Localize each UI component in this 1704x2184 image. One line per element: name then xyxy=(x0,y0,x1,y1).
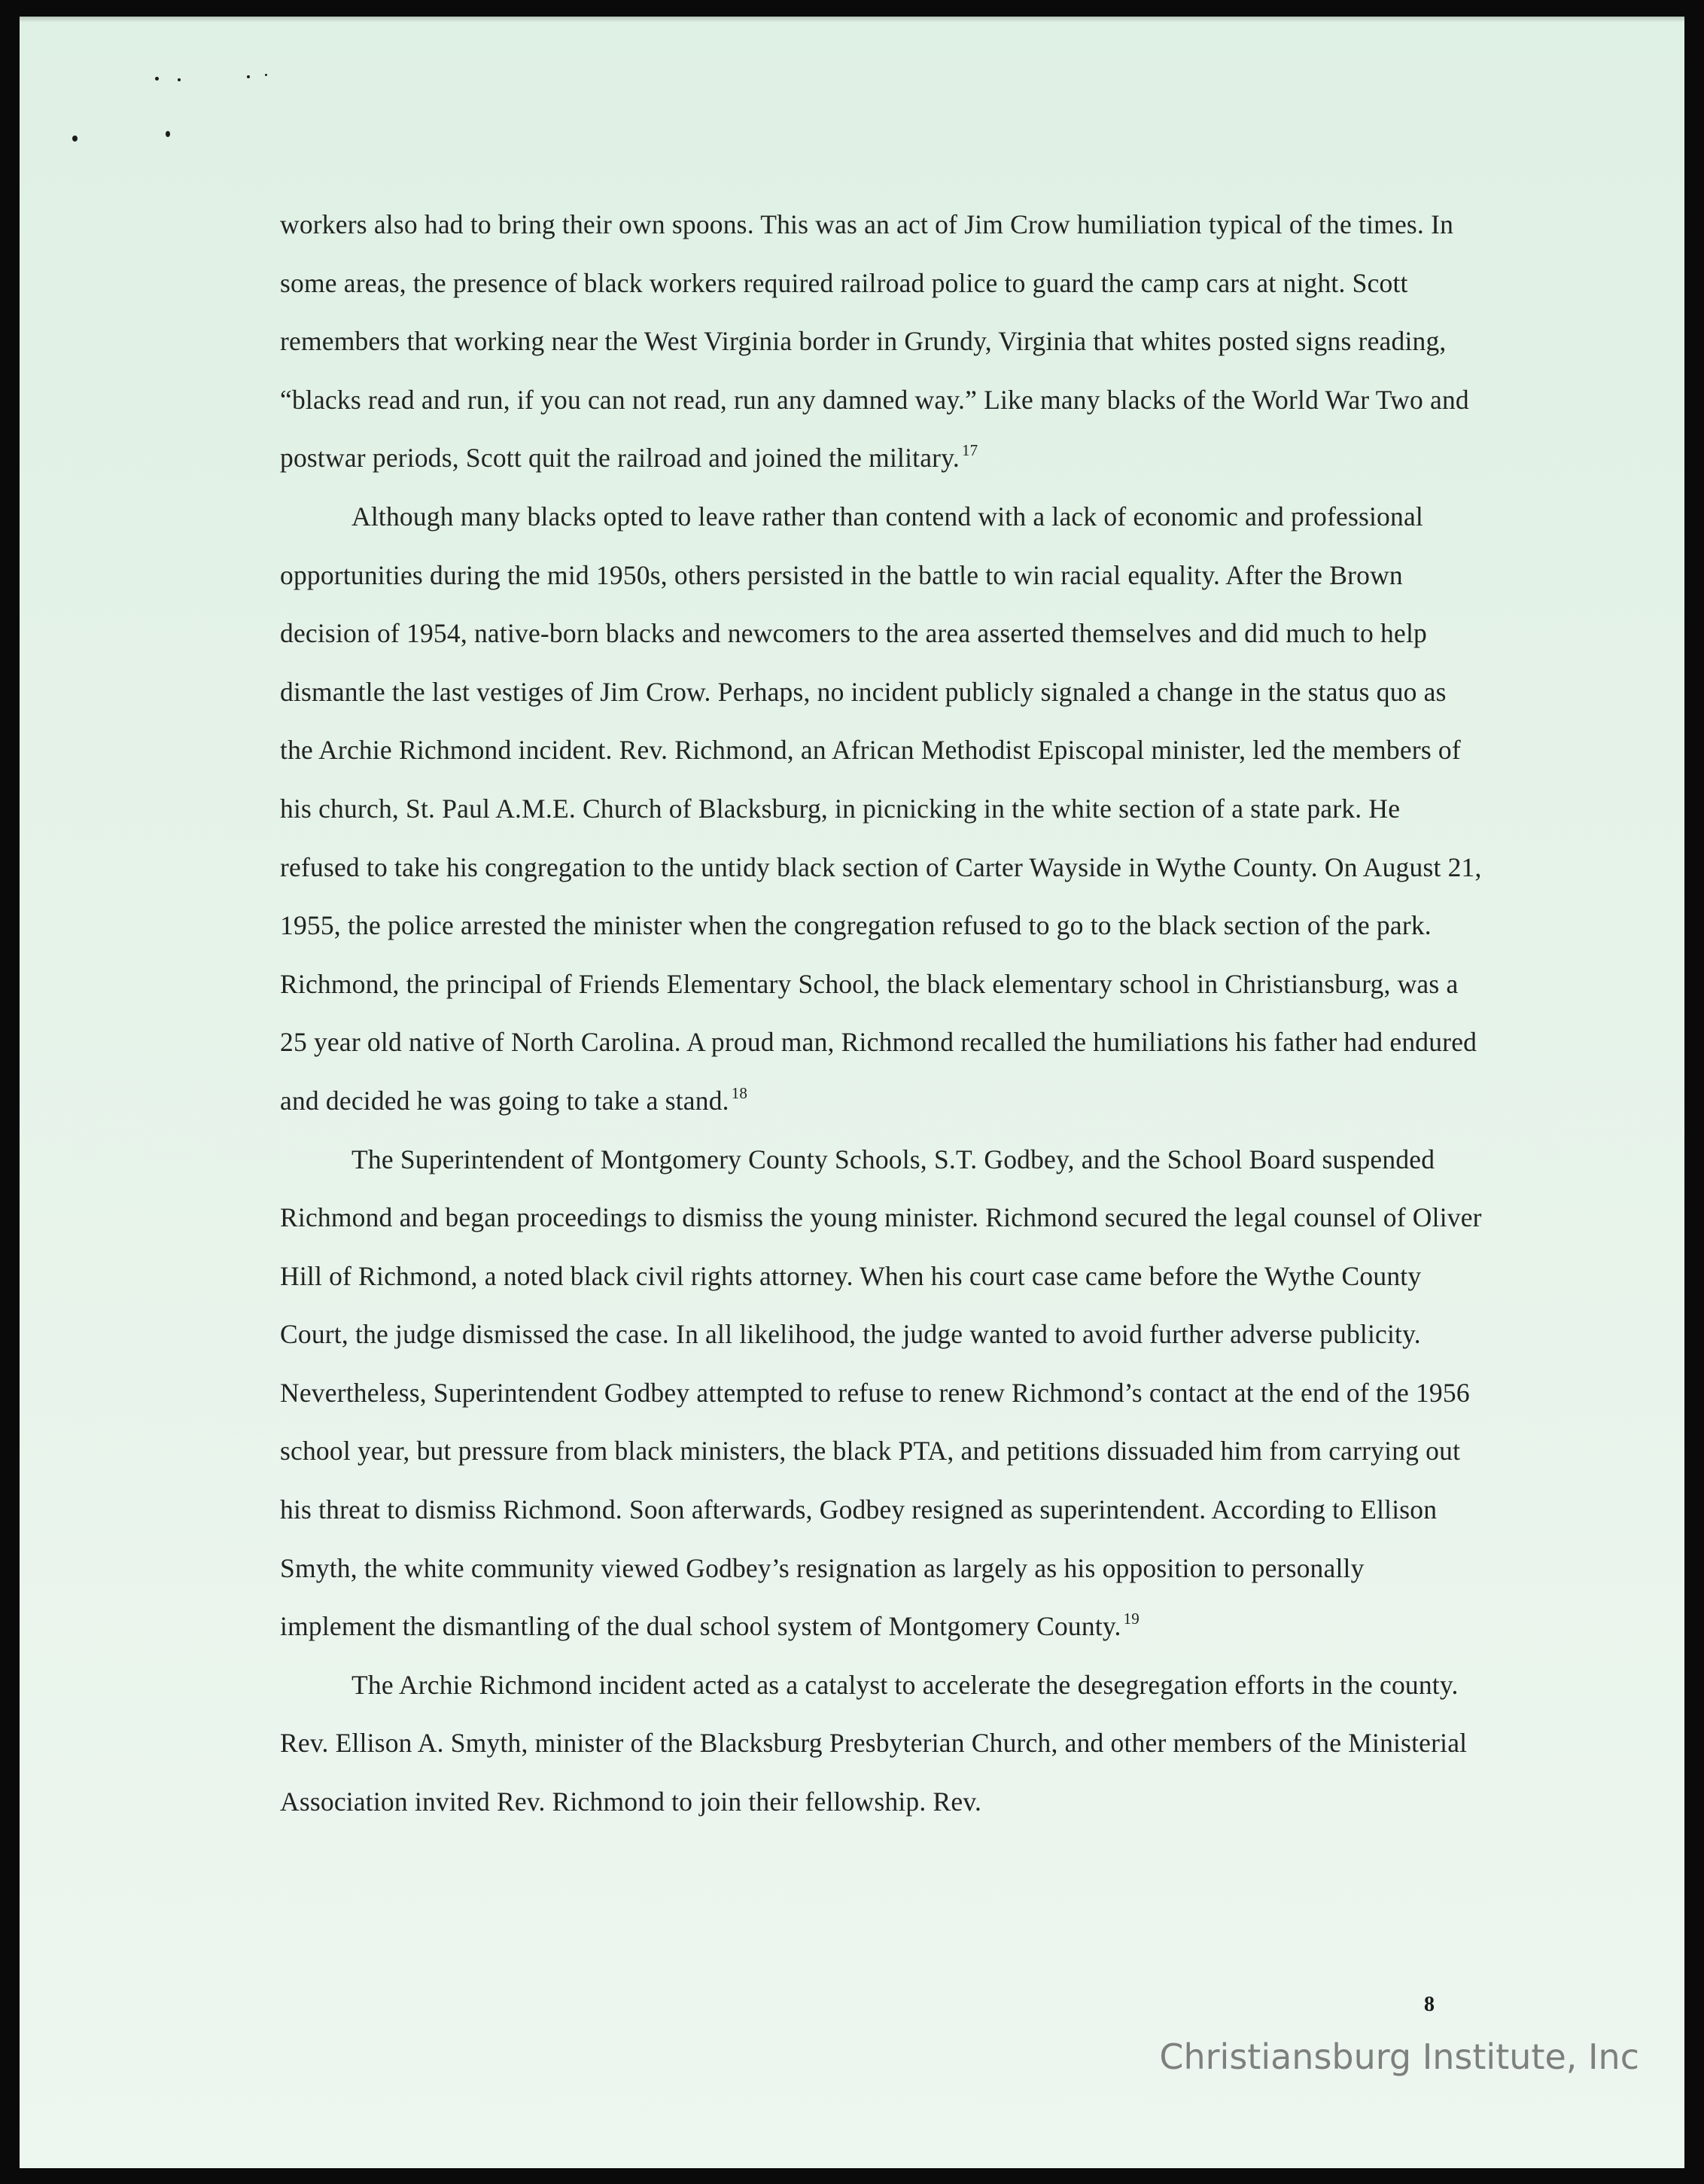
paragraph-text: The Archie Richmond incident acted as a catalyst to accelerate the desegregation efforts in the county. Rev. Ellison A. Smyth, minister of the Blacksburg Presbyterian Church, and other members of the Ministerial Association invited Rev. Richmond to join their fellowship. Rev. xyxy=(280,1669,1468,1817)
scanned-page xyxy=(20,17,1684,2168)
paragraph xyxy=(280,196,1484,488)
punch-mark xyxy=(166,131,170,137)
page-top-shadow xyxy=(20,17,1684,23)
footnote-marker: 17 xyxy=(961,441,978,460)
paragraph-text: Although many blacks opted to leave rather than contend with a lack of economic and professional opportunities during the mid 1950s, others persisted in the battle to win racial equality. After the Brown decision of 1954, native-born blacks and newcomers to the area asserted themselves and did much to help dismantle the last vestiges of Jim Crow. Perhaps, no incident publicly signaled a change in the status quo as the Archie Richmond incident. Rev. Richmond, an African Methodist Episcopal minister, led the members of his church, St. Paul A.M.E. Church of Blacksburg, in picnicking in the white section of a state park. He refused to take his congregation to the untidy black section of Carter Wayside in Wythe County. On August 21, 1955, the police arrested the minister when the congregation refused to go to the black section of the park. Richmond, the principal of Friends Elementary School, the black elementary school in Christiansburg, was a 25 year old native of North Carolina. A proud man, Richmond recalled the humiliations his father had endured and decided he was going to take a stand. xyxy=(280,501,1482,1116)
paragraph xyxy=(280,488,1484,1131)
paragraph xyxy=(280,1656,1484,1832)
punch-mark xyxy=(265,74,267,76)
paragraph-text: The Superintendent of Montgomery County Schools, S.T. Godbey, and the School Board suspended Richmond and began proceedings to dismiss the young minister. Richmond secured the legal counsel of Oliver Hill of Richmond, a noted black civil rights attorney. When his court case came before the Wythe County Court, the judge dismissed the case. In all likelihood, the judge wanted to avoid further adverse publicity. Nevertheless, Superintendent Godbey attempted to refuse to renew Richmond’s contact at the end of the 1956 school year, but pressure from black ministers, the black PTA, and petitions dissuaded him from carrying out his threat to dismiss Richmond. Soon afterwards, Godbey resigned as superintendent. According to Ellison Smyth, the white community viewed Godbey’s resignation as largely as his opposition to personally implement the dismantling of the dual school system of Montgomery County. xyxy=(280,1144,1482,1642)
body-text xyxy=(280,196,1484,1832)
footnote-marker: 19 xyxy=(1123,1610,1140,1628)
footnote-marker: 18 xyxy=(731,1083,748,1102)
paragraph-text: workers also had to bring their own spoons. This was an act of Jim Crow humiliation typical of the times. In some areas, the presence of black workers required railroad police to guard the camp cars at night. Scott remembers that working near the West Virginia border in Grundy, Virginia that whites posted signs reading, “blacks read and run, if you can not read, run any damned way.” Like many blacks of the World War Two and postwar periods, Scott quit the railroad and joined the military. xyxy=(280,209,1469,474)
punch-mark xyxy=(72,136,78,142)
punch-mark xyxy=(178,78,181,81)
page-number: 8 xyxy=(1424,1993,1435,2016)
punch-mark xyxy=(247,75,250,78)
punch-mark xyxy=(155,77,159,81)
watermark: Christiansburg Institute, Inc xyxy=(1159,2036,1639,2077)
paragraph xyxy=(280,1131,1484,1656)
